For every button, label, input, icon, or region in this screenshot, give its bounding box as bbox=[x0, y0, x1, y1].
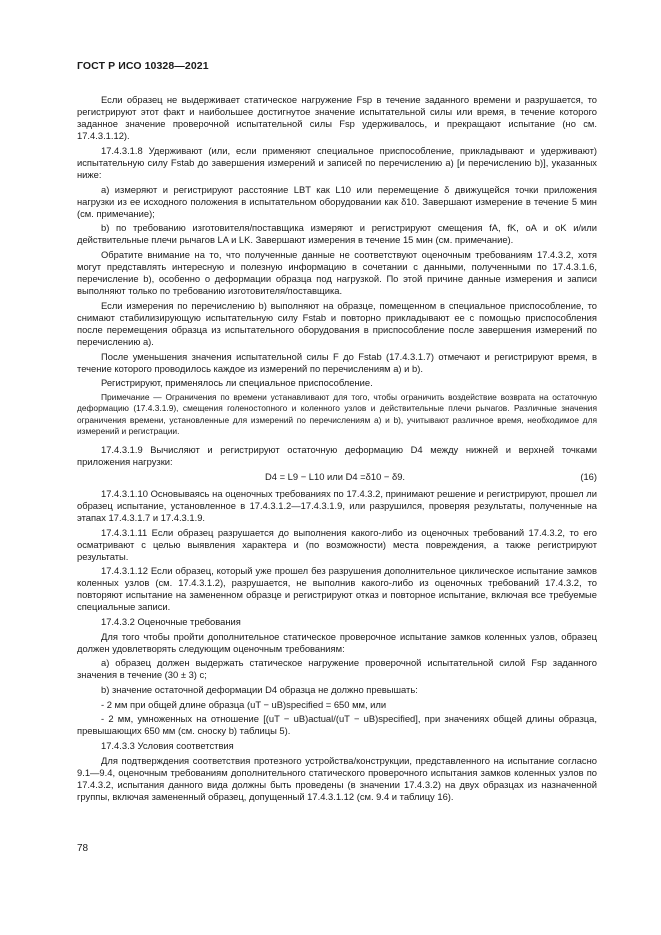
paragraph: 17.4.3.1.8 Удерживают (или, если применяют специальное приспособление, прикладывают и удерживают) испытательную силу Fstab до завершения измерений и записей по перечислению а) [и перечислению b)], указанных ниже: bbox=[77, 144, 597, 180]
paragraph: Если измерения по перечислению b) выполняют на образце, помещенном в специальное приспособление, то снимают стабилизирующую испытательную силу Fstab и повторно прикладывают ее с помощью приспособления после перемещения образца из испытательного оборудования в приспособление после завершения измерений по перечислению а). bbox=[77, 299, 597, 347]
equation bbox=[77, 471, 597, 483]
paragraph: Для того чтобы пройти дополнительное статическое проверочное испытание замков коленных узлов, образец должен удовлетворять следующим оценочным требованиям: bbox=[77, 630, 597, 654]
list-item: - 2 мм при общей длине образца (uT − uB)specified = 650 мм, или bbox=[101, 698, 387, 710]
paragraph: 17.4.3.1.12 Если образец, который уже прошел без разрушения дополнительное циклическое испытание замков коленных узлов (см. 17.4.3.1.2), разрушается, не выполнив какого-либо из оценочных требований 17.4.3.2, то повторяют испытание на замененном образце и регистрируют отказ и повторное испытание, включая все требуемые специальные записи. bbox=[77, 565, 597, 613]
equation-number: (16) bbox=[580, 470, 597, 482]
paragraph: Если образец не выдерживает статическое нагружение Fsp в течение заданного времени и разрушается, то регистрируют этот факт и наибольшее достигнутое значение испытательной силы или время, в течение которого заданное значение проверочной испытательной силы Fsp удерживалось, и прекращают испытание (но см. 17.4.3.1.12). bbox=[77, 94, 597, 142]
document-header: ГОСТ Р ИСО 10328—2021 bbox=[77, 60, 209, 72]
page-number: 78 bbox=[77, 843, 89, 854]
list-item: a) измеряют и регистрируют расстояние LBT как L10 или перемещение δ движущейся точки приложения нагрузки из ее исходного положения в испытательном оборудовании как δ10. Завершают измерение в течение 5 мин (см. примечание); bbox=[77, 183, 597, 219]
equation-formula: D4 = L9 − L10 или D4 =δ10 − δ9. bbox=[265, 470, 406, 482]
list-item: b) значение остаточной деформации D4 образца не должно превышать: bbox=[101, 684, 418, 696]
paragraph: 17.4.3.1.11 Если образец разрушается до выполнения какого-либо из оценочных требований 17.4.3.2, то его осматривают с целью выявления характера и (по возможности) места повреждения, а также регистрируют результаты. bbox=[77, 526, 597, 562]
paragraph: 17.4.3.1.9 Вычисляют и регистрируют остаточную деформацию D4 между нижней и верхней точками приложения нагрузки: bbox=[77, 444, 597, 468]
list-item: - 2 мм, умноженных на отношение [(uT − uB)actual/(uT − uB)specified], при значениях общей длины образца, превышающих 650 мм (см. сноску b) таблицы 5). bbox=[77, 713, 597, 737]
section-heading: 17.4.3.2 Оценочные требования bbox=[101, 616, 241, 628]
document-body bbox=[77, 94, 597, 805]
section-heading: 17.4.3.3 Условия соответствия bbox=[101, 740, 234, 752]
paragraph: Обратите внимание на то, что полученные данные не соответствуют оценочным требованиям 17.4.3.2, хотя могут представлять интересную и полезную информацию в сочетании с данными, полученными по 17.4.3.1.6, перечисление b), особенно о деформации образца под нагрузкой. По этой причине данные измерения и записи выполняют только по требованию изготовителя/поставщика. bbox=[77, 248, 597, 297]
list-item: а) образец должен выдержать статическое нагружение проверочной испытательной силой Fsp заданного значения в течение (30 ± 3) с; bbox=[77, 657, 597, 681]
paragraph: Регистрируют, применялось ли специальное приспособление. bbox=[101, 377, 373, 389]
paragraph: 17.4.3.1.10 Основываясь на оценочных требованиях по 17.4.3.2, принимают решение и регистрируют, прошел ли образец испытание, установленное в 17.4.3.1.2—17.4.3.1.9, или разрушился, проверяя результаты, полученные на этапах 17.4.3.1.7 и 17.4.3.1.9. bbox=[77, 487, 597, 523]
note: Примечание — Ограничения по времени устанавливают для того, чтобы ограничить воздействие возврата на остаточную деформацию (17.4.3.1.9), смещения голеностопного и коленного узлов и действительные плечи рычагов. Различные значения ограничения времени, установленные для измерений по перечислениям а) и b), учитывают различное время, необходимое для измерений и регистрации. bbox=[77, 392, 597, 436]
paragraph: Для подтверждения соответствия протезного устройства/конструкции, представленного на испытание согласно 9.1—9.4, оценочным требованиям дополнительного статического проверочного испытания замков коленных узлов по 17.4.3.2, испытания данного вида должны быть проведены (в значении 17.4.3.2) на двух образцах из назначенной группы, включая замененный образец, допущенный 17.4.3.1.12 (см. 9.4 и таблицу 16). bbox=[77, 754, 597, 802]
list-item: b) по требованию изготовителя/поставщика измеряют и регистрируют смещения fA, fK, oA и oK и/или действительные плечи рычагов LA и LK. Завершают измерения в течение 15 мин (см. примечание). bbox=[77, 222, 597, 246]
paragraph: После уменьшения значения испытательной силы F до Fstab (17.4.3.1.7) отмечают и регистрируют время, в течение которого проводилось каждое из измерений по перечислениям а) и b). bbox=[77, 350, 597, 374]
